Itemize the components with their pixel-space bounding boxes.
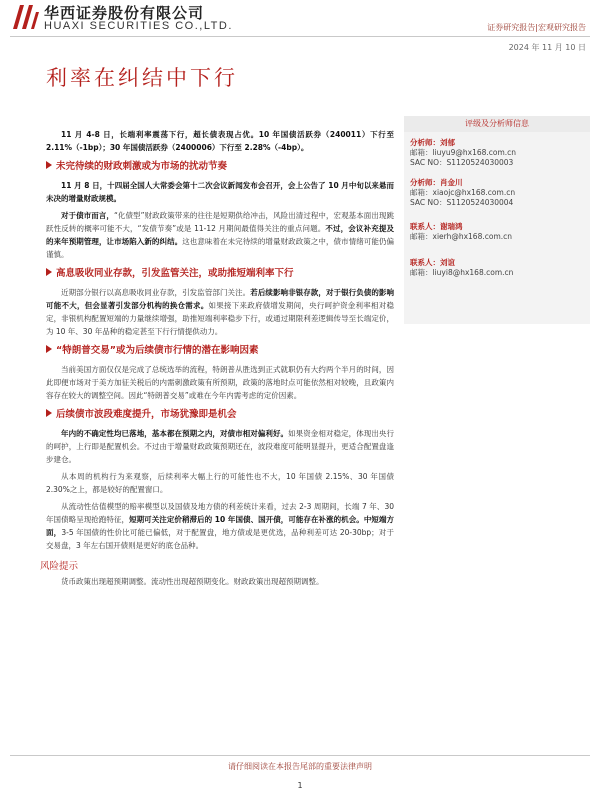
intro-bold-text: 11 月 4-8 日，长端利率震荡下行，超长债表现占优。10 年国债活跃券（240011）下行至 2.11%（-1bp）；30 年国债活跃券（2400006）下行至 2.28%（-4bp）。 [46, 130, 394, 152]
page-number: 1 [297, 781, 303, 790]
main-content [40, 128, 395, 592]
contact-name: 联系人：谢瑞鸿 [410, 222, 463, 231]
report-date: 2024 年 11 月 10 日 [508, 43, 586, 52]
section-heading-1 [46, 160, 394, 173]
paragraph [46, 286, 394, 338]
analyst-name: 分析师：刘郁 [410, 138, 455, 147]
bold-text: 对于债市而言， [61, 211, 114, 220]
triangle-bullet-icon [46, 268, 52, 276]
triangle-bullet-icon [46, 409, 52, 417]
section-heading-3 [46, 344, 394, 357]
paragraph [46, 363, 394, 402]
analyst-sac: SAC NO：S1120524030004 [410, 198, 514, 207]
company-logo-icon [10, 2, 40, 32]
risk-paragraph: 货币政策出现超预期调整。流动性出现超预期变化。财政政策出现超预期调整。 [61, 577, 324, 586]
triangle-bullet-icon [46, 345, 52, 353]
analyst-info-panel [404, 116, 590, 324]
body-text: 3-5 年国债的性价比可能已偏低，对于配置盘，地方债或是更优选，品种利差可达 20-30bp；对于交易盘，3 年左右国开债则是更好的底仓品种。 [46, 528, 394, 550]
paragraph [46, 500, 394, 552]
section-heading-text: “特朗普交易”或为后续债市行情的潜在影响因素 [56, 345, 259, 356]
section-heading-text: 未完待续的财政刺激或为市场的扰动节奏 [56, 161, 228, 172]
contact-email: 邮箱：xierh@hx168.com.cn [410, 232, 513, 241]
company-name-cn: 华西证券股份有限公司 [44, 4, 205, 22]
bold-text: 短期可关注定价稍滞后的 10 年国债、国开债，可能存在补涨的机会。中短端方面， [46, 515, 394, 537]
bold-text: 不过，会议补充提及的来年预期管理，让市场陷入新的纠结。 [46, 224, 394, 246]
body-text: 如果接下来政府债增发期间，央行呵护资金利率相对稳定，非银机构配置短端的力量继续增强，助推短端利率稳步下行，或通过期限利差逻辑传导至长端定价，为 10 年、30 年品种的稳定甚至下行行情提供动力。 [46, 301, 395, 336]
paragraph [46, 427, 394, 466]
body-text: 如果资金相对稳定，体现出央行的呵护，上行即是配置机会。不过由于增量财政政策预期还在，波段难度可能明显提升，更适合配置盘逢步建仓。 [46, 429, 394, 464]
analyst-email: 邮箱：liuyu9@hx168.com.cn [410, 148, 517, 157]
bold-text: 11 月 8 日，十四届全国人大常委会第十二次会议新闻发布会召开，会上公告了 10 月中旬以来悬而未决的增量财政规模。 [46, 181, 394, 203]
analyst-name: 分析师：肖金川 [410, 178, 463, 187]
paragraph [46, 470, 394, 496]
section-heading-4 [46, 408, 394, 421]
analyst-sac: SAC NO：S1120524030003 [410, 158, 514, 167]
contact-email: 邮箱：liuyi8@hx168.com.cn [410, 268, 514, 277]
body-text: 从流动性估值模型的赔率模型以及国债及地方债的利差统计来看，过去 2-3 周期间，长端 7 年、30 年国债略呈现抢跑特征， [46, 502, 394, 524]
page-title: 利率在纠结中下行 [46, 66, 238, 90]
analyst-card [404, 178, 590, 208]
contact-name: 联系人：刘谊 [410, 258, 455, 267]
contact-card [404, 222, 590, 242]
header-divider [10, 36, 590, 37]
analyst-email: 邮箱：xiaojc@hx168.com.cn [410, 188, 516, 197]
footer-disclaimer: 请仔细阅读在本报告尾部的重要法律声明 [228, 762, 372, 771]
body-text: 当前美国方面仅仅是完成了总统选举的流程，特朗普从胜选到正式就职仍有大约两个半月的时间，因此即便市场对于美方加征关税后的内需刺激政策有所预期，政策的落地时点可能依然相对较晚，且政策内容存在较大的调整空间。因此“特朗普交易”或难在今年内需考虑的定价因素。 [46, 365, 394, 400]
risk-heading: 风险提示 [40, 561, 79, 572]
bold-text: 年内的不确定性均已落地，基本都在预期之内，对债市相对偏利好。 [61, 429, 289, 438]
company-name-en: HUAXI SECURITIES CO.,LTD. [44, 20, 233, 32]
paragraph [46, 179, 394, 205]
footer-divider [10, 755, 590, 756]
analyst-card [404, 138, 590, 168]
bold-text: 若后续影响非银存款，对于银行负债的影响可能不大，但会显著引发部分机构的换仓需求。 [46, 288, 395, 310]
report-type: 证券研究报告|宏观研究报告 [487, 23, 586, 32]
body-text: 这也意味着在未完待续的增量财政政策之中，债市情绪可能仍偏谨慎。 [46, 237, 395, 259]
intro-paragraph [46, 128, 394, 154]
body-text: 从本周的机构行为来观察，后续利率大幅上行的可能性也不大，10 年国债 2.15%、30 年国债 2.30%之上，都是较好的配置窗口。 [46, 472, 394, 494]
contact-card [404, 258, 590, 278]
section-heading-text: 后续债市波段难度提升，市场犹豫即是机会 [56, 409, 237, 420]
paragraph [46, 209, 394, 261]
triangle-bullet-icon [46, 161, 52, 169]
section-heading-text: 高息吸收同业存款，引发监管关注，或助推短端利率下行 [56, 268, 294, 279]
section-heading-2 [46, 267, 394, 280]
analyst-panel-heading: 评级及分析师信息 [404, 116, 590, 132]
body-text: “化债型”财政政策带来的往往是短期供给冲击，风险出清过程中，宏观基本面出现跳跃性反转的概率可能不大，“发债节奏”或是 11-12 月期间最值得关注的重点问题。 [46, 211, 394, 233]
body-text: 近期部分银行以高息吸收同业存款，引发监管部门关注。 [61, 288, 251, 297]
